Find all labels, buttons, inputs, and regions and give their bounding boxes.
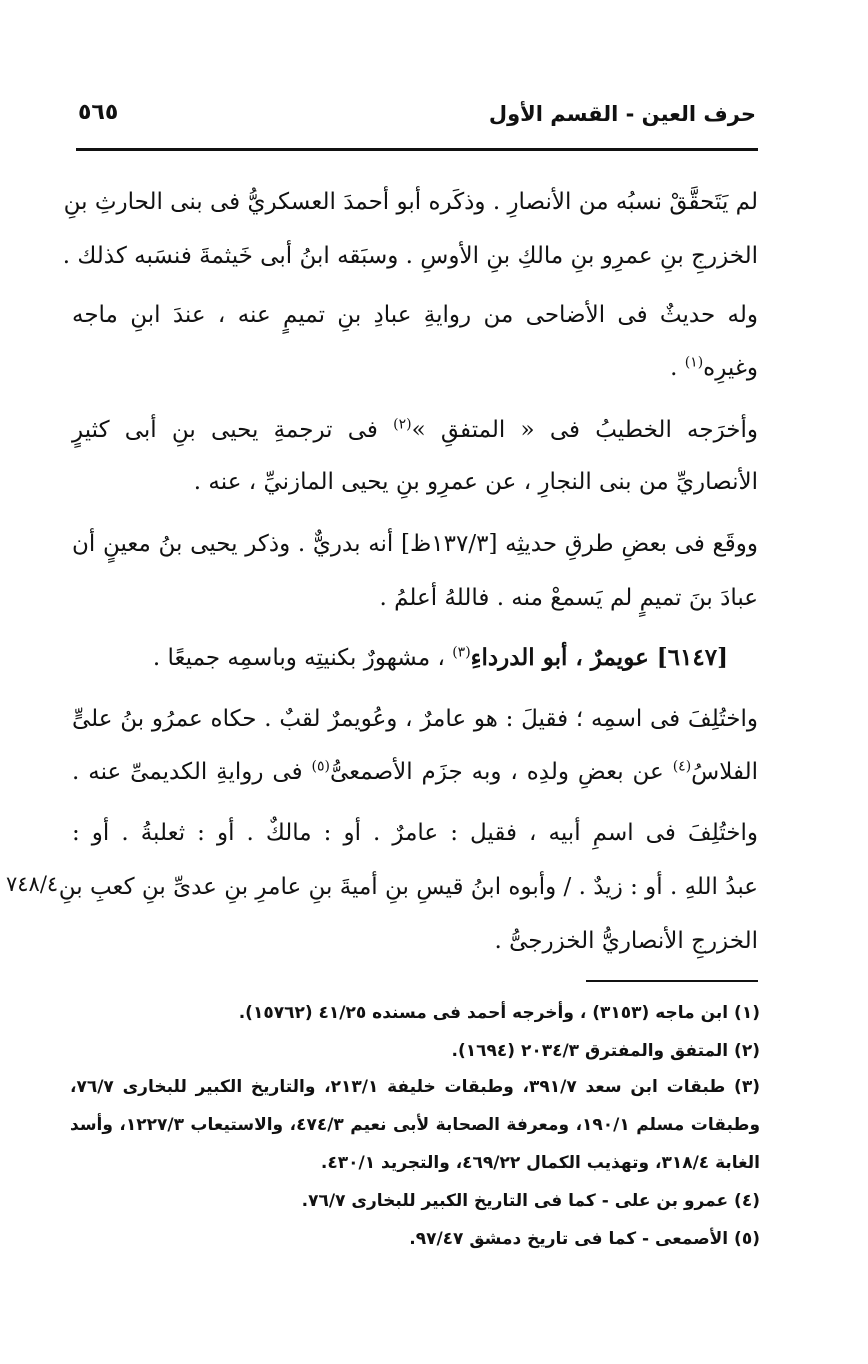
- footnote-rule: [586, 980, 758, 982]
- body-line-6: الأنصاريِّ من بنى النجارِ ، عن عمرِو بنِ يحيى المازنيِّ ، عنه .: [193, 469, 758, 495]
- body-line-2: الخزرجِ بنِ عمرِو بنِ مالكِ بنِ الأوسِ . وسبَقه ابنُ أبى خَيثمةَ فنسَبه كذلك .: [62, 243, 758, 269]
- footnote-marker-5: (٥): [311, 758, 330, 775]
- body-text-fragment: عن بعضِ ولدِه ، وبه جزَم الأصمعىُّ: [330, 759, 664, 785]
- body-line-7: ووقَع فى بعضِ طرقِ حديثِه [١٣٧/٣ظ] أنه بدريٌّ . وذكر يحيى بنُ معينٍ أن: [72, 531, 759, 557]
- footnote-5: (٥) الأصمعى - كما فى تاريخ دمشق ٩٧/٤٧.: [409, 1229, 760, 1249]
- body-line-5: [72, 414, 758, 446]
- body-text-fragment: وأخرَجه الخطيبُ فى « المتفقِ »: [411, 417, 758, 443]
- body-line-9: واختُلِفَ فى اسمِه ؛ فقيلَ : هو عامرٌ ، وعُويمرٌ لقبٌ . حكاه عمرُو بنُ علىٍّ: [72, 706, 758, 732]
- footnote-marker-2: (٢): [393, 416, 412, 433]
- entry-heading-line: [88, 642, 728, 674]
- body-text-fragment: الفلاسُ: [691, 759, 759, 785]
- footnote-1: (١) ابن ماجه (٣١٥٣) ، وأخرجه أحمد فى مسنده ٤١/٢٥ (١٥٧٦٢).: [238, 1003, 760, 1023]
- margin-reference: ٧٤٨/٤: [6, 872, 59, 896]
- header-rule: [76, 148, 758, 151]
- body-line-12: عبدُ اللهِ . أو : زيدٌ . / وأبوه ابنُ قيسِ بنِ أميةَ بنِ عامرِ بنِ عدىِّ بنِ كعبِ بنِ: [58, 874, 758, 900]
- body-line-1: لم يَتَحقَّقْ نسبُه من الأنصارِ . وذكَره أبو أحمدَ العسكريُّ فى بنى الحارثِ بنِ: [63, 189, 758, 215]
- footnote-marker-4: (٤): [672, 758, 692, 775]
- body-text-fragment: ، مشهورٌ بكنيتِه وباسمِه جميعًا .: [152, 645, 445, 671]
- body-text-fragment: وغيرِه: [703, 355, 758, 381]
- footnote-4: (٤) عمرو بن على - كما فى التاريخ الكبير للبخارى ٧٦/٧.: [301, 1191, 760, 1211]
- footnote-2: (٢) المتفق والمفترق ٢٠٣٤/٣ (١٦٩٤).: [451, 1041, 760, 1061]
- footnote-marker-3: (٣): [452, 644, 471, 661]
- body-text-fragment: فى ترجمةِ يحيى بنِ أبى كثيرٍ: [72, 417, 378, 443]
- footnote-marker-1: (١): [684, 354, 704, 371]
- body-line-10: [72, 756, 758, 788]
- entry-heading: [٦١٤٧] عويمرٌ ، أبو الدرداءِ: [470, 644, 728, 671]
- page-number: ٥٦٥: [78, 100, 119, 125]
- footnote-3-line-2: وطبقات مسلم ١٩٠/١، ومعرفة الصحابة لأبى نعيم ٤٧٤/٣، والاستيعاب ١٢٢٧/٣، وأسد: [70, 1115, 761, 1135]
- running-title: حرف العين - القسم الأول: [488, 102, 756, 126]
- body-line-13: الخزرجِ الأنصاريُّ الخزرجىُّ .: [494, 928, 758, 954]
- body-line-3: وله حديثٌ فى الأضاحى من روايةِ عبادِ بنِ تميمٍ عنه ، عندَ ابنِ ماجه: [72, 302, 758, 328]
- body-line-4: وغيرِه$^{(١)}$ .: [670, 354, 758, 381]
- body-line-11: واختُلِفَ فى اسمِ أبيه ، فقيل : عامرٌ . أو : مالكٌ . أو : ثعلبةُ . أو :: [72, 820, 758, 846]
- body-text-fragment: فى روايةِ الكديمىِّ عنه .: [72, 759, 303, 785]
- footnote-3-line-1: (٣) طبقات ابن سعد ٣٩١/٧، وطبقات خليفة ٢١٣/١، والتاريخ الكبير للبخارى ٧٦/٧،: [70, 1077, 760, 1097]
- footnote-3-line-3: الغابة ٣١٨/٤، وتهذيب الكمال ٤٦٩/٢٢، والتجريد ٤٣٠/١.: [320, 1153, 760, 1173]
- body-line-8: عبادَ بنَ تميمٍ لم يَسمعْ منه . فاللهُ أعلمُ .: [379, 585, 758, 611]
